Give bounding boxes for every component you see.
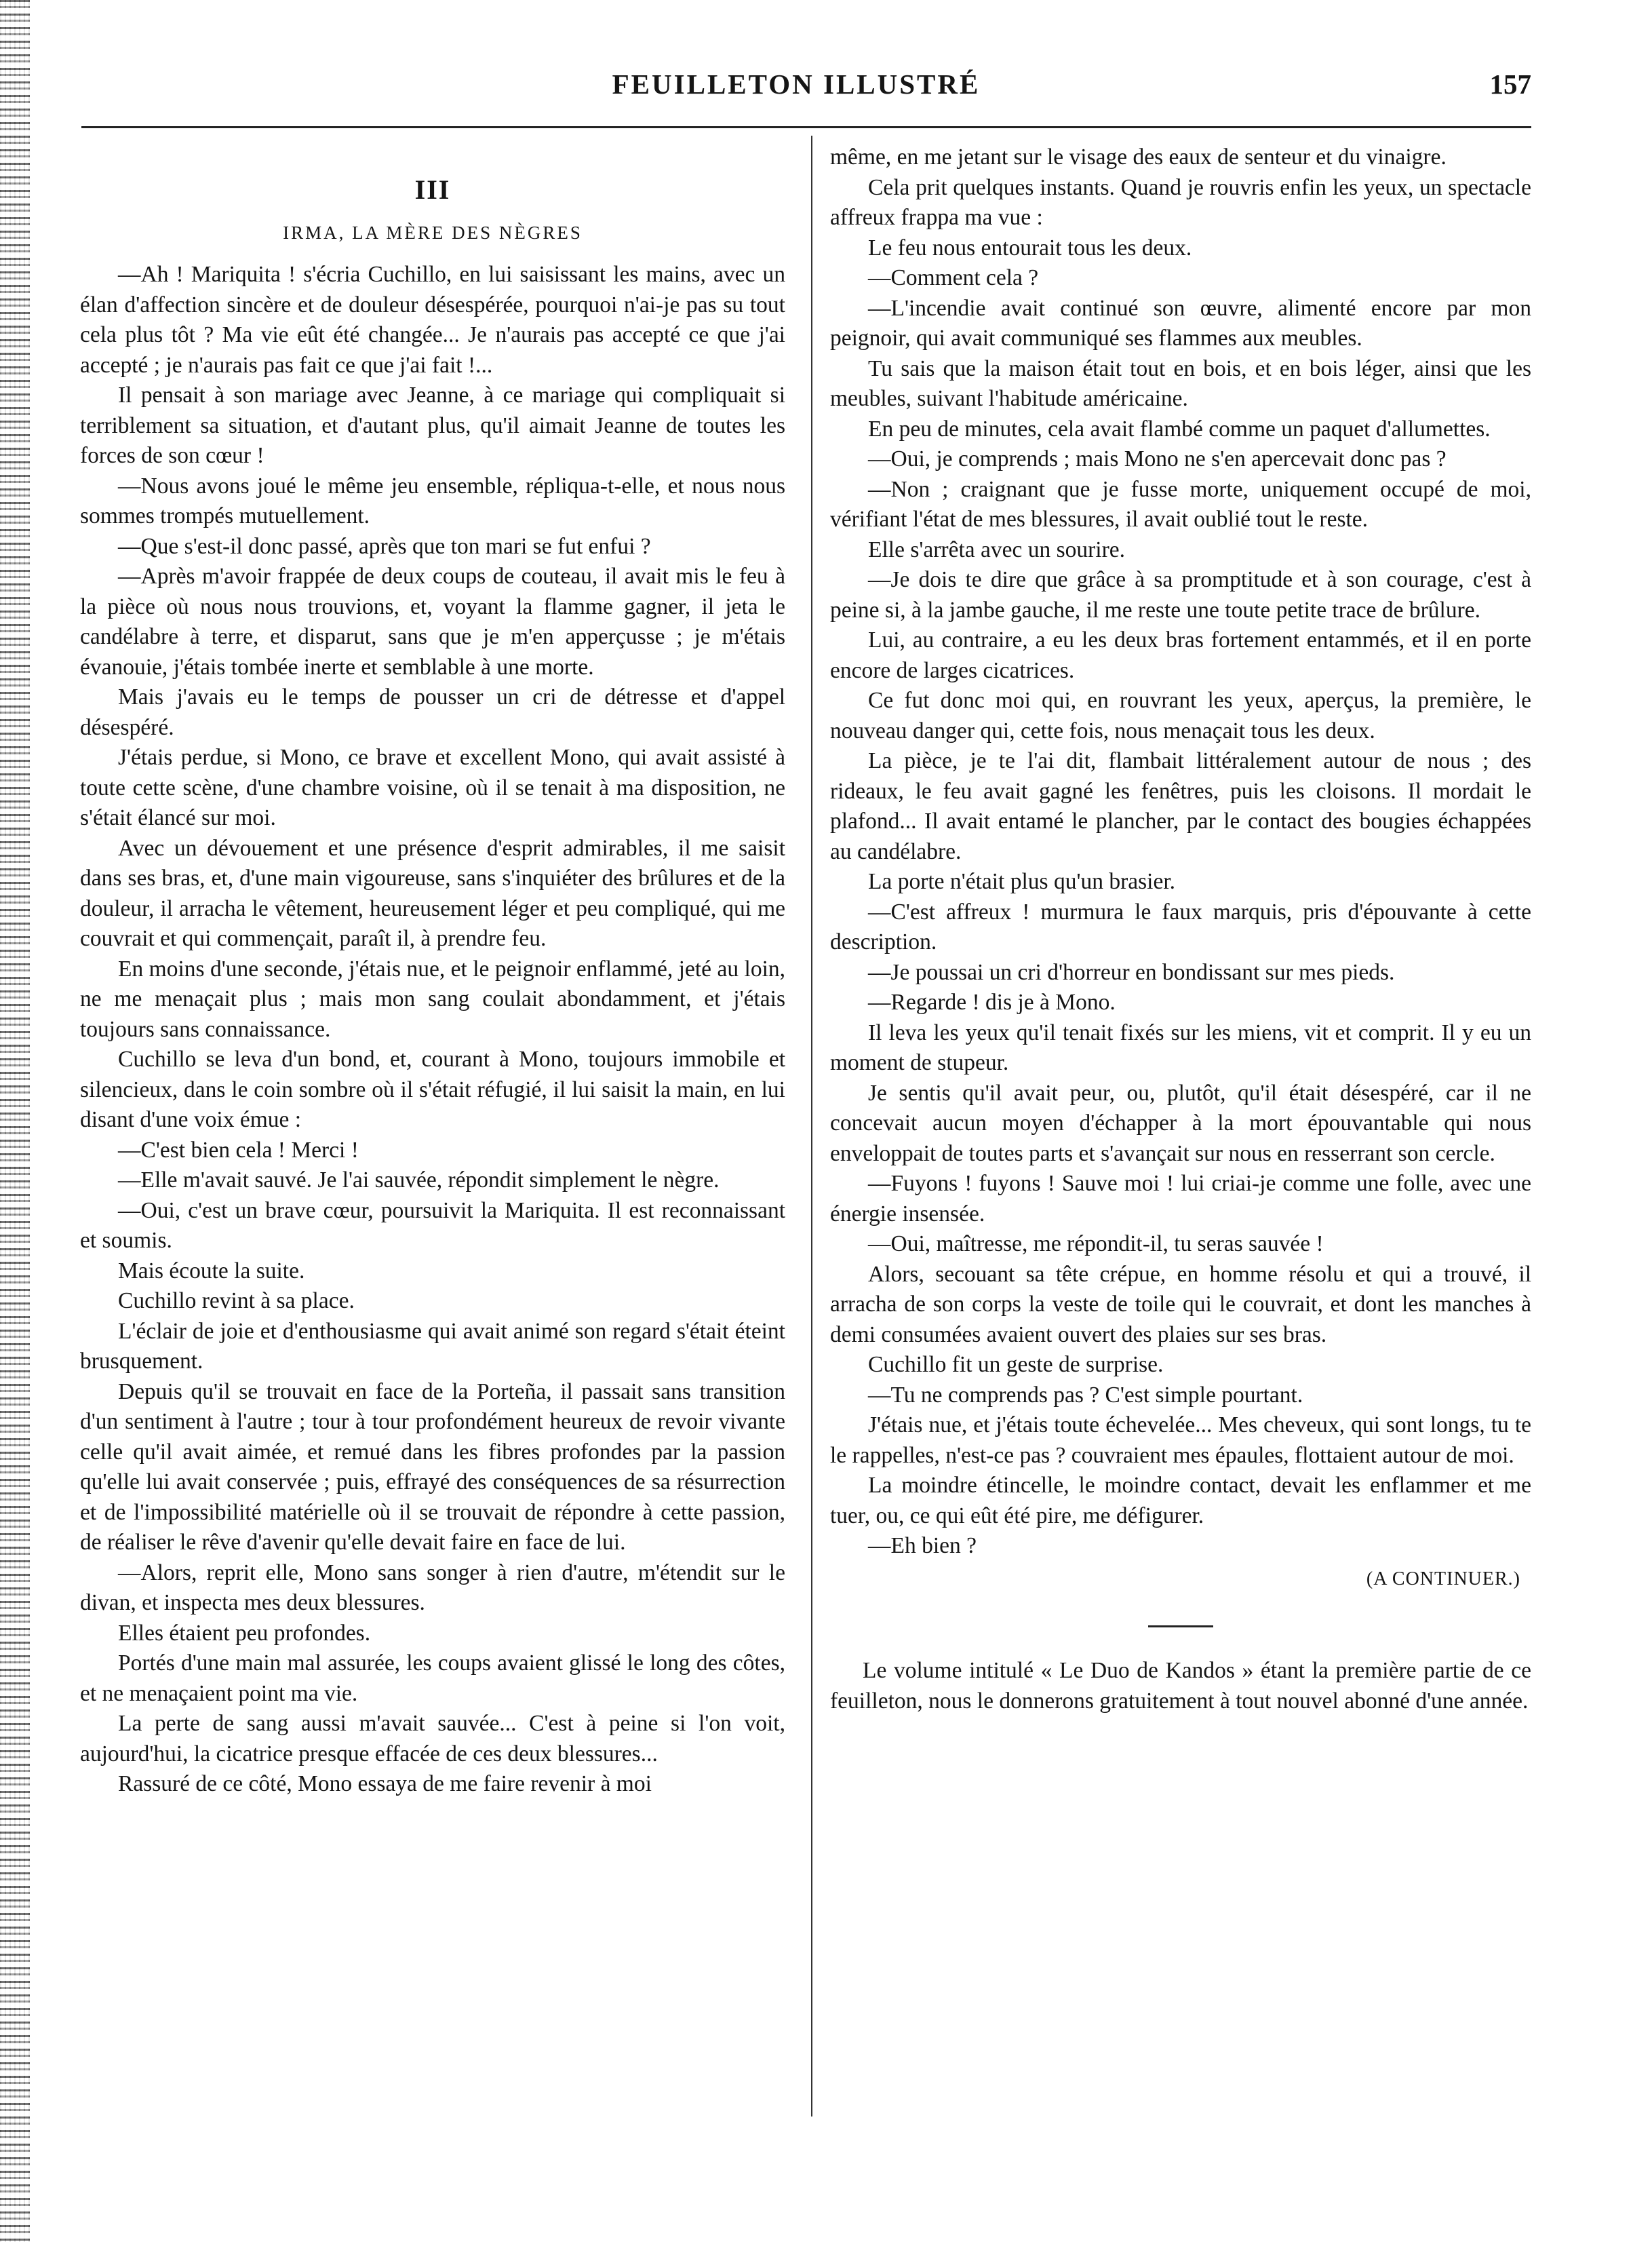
header-rule	[81, 126, 1531, 128]
paragraph: —Alors, reprit elle, Mono sans songer à rien d'autre, m'étendit sur le divan, et inspecta mes deux blessures.	[80, 1560, 785, 1615]
paragraph: Il pensait à son mariage avec Jeanne, à ce mariage qui compliquait si terriblement sa situation, et d'autant plus, qu'il aimait Jeanne de toutes les forces de son cœur !	[80, 383, 785, 468]
section-separator	[1148, 1625, 1213, 1627]
paragraph: même, en me jetant sur le visage des eaux de senteur et du vinaigre.	[830, 144, 1447, 170]
paragraph: —Que s'est-il donc passé, après que ton mari se fut enfui ?	[118, 533, 651, 559]
running-title: FEUILLETON ILLUSTRÉ	[612, 69, 981, 100]
paragraph: —Je poussai un cri d'horreur en bondissant sur mes pieds.	[868, 959, 1395, 985]
paragraph: La porte n'était plus qu'un brasier.	[868, 869, 1176, 894]
paragraph: —Ah ! Mariquita ! s'écria Cuchillo, en lui saisissant les mains, avec un élan d'affection sincère et de douleur désespérée, pourquoi n'ai-je pas su tout cela plus tôt ? Ma vie eût été changée... Je n'aurais pas accepté ce que j'ai accepté ; je n'aurais pas fait ce que j'ai fait !...	[80, 262, 785, 378]
paragraph: En moins d'une seconde, j'étais nue, et le peignoir enflammé, jeté au loin, ne me menaçait plus ; mais mon sang coulait abondamment, et j'étais toujours sans connaissance.	[80, 956, 785, 1042]
paragraph: La pièce, je te l'ai dit, flambait littéralement autour de nous ; des rideaux, le feu avait gagné les fenêtres, puis les cloisons. Il mordait le plafond... Il avait entamé le plancher, par le contact des bougies échappées au candélabre.	[830, 748, 1531, 864]
paragraph: Cuchillo fit un geste de surprise.	[868, 1352, 1164, 1377]
page-number: 157	[1489, 69, 1531, 100]
paragraph: —Je dois te dire que grâce à sa promptitude et à son courage, c'est à peine si, à la jambe gauche, il me reste une toute petite trace de brûlure.	[830, 567, 1531, 623]
paragraph: —Nous avons joué le même jeu ensemble, répliqua-t-elle, et nous nous sommes trompés mutuellement.	[80, 473, 785, 528]
paragraph: Rassuré de ce côté, Mono essaya de me faire revenir à moi	[118, 1771, 652, 1796]
paragraph: Avec un dévouement et une présence d'esprit admirables, il me saisit dans ses bras, et, d'une main vigoureuse, sans s'inquiéter des brûlures et de la douleur, il arracha le vêtement, heureusement léger et peu compliqué, qui me couvrait et qui commençait, paraît il, à prendre feu.	[80, 835, 785, 951]
paragraph: L'éclair de joie et d'enthousiasme qui avait animé son regard s'était éteint brusquement.	[80, 1318, 785, 1374]
paragraph: —C'est bien cela ! Merci !	[118, 1137, 359, 1163]
paragraph: —Non ; craignant que je fusse morte, uniquement occupé de moi, vérifiant l'état de mes blessures, il avait oublié tout le reste.	[830, 476, 1531, 532]
paragraph: —Regarde ! dis je à Mono.	[868, 990, 1116, 1015]
paragraph: Le feu nous entourait tous les deux.	[868, 235, 1192, 260]
paragraph: Mais j'avais eu le temps de pousser un cri de détresse et d'appel désespéré.	[80, 684, 785, 740]
paragraph: —Oui, je comprends ; mais Mono ne s'en apercevait donc pas ?	[868, 446, 1447, 471]
paragraph: —Elle m'avait sauvé. Je l'ai sauvée, répondit simplement le nègre.	[118, 1167, 720, 1193]
paragraph: —C'est affreux ! murmura le faux marquis, pris d'épouvante à cette description.	[830, 899, 1531, 954]
right-column	[830, 142, 1531, 1716]
paragraph: —Comment cela ?	[868, 265, 1039, 290]
paragraph: —Fuyons ! fuyons ! Sauve moi ! lui criai-je comme une folle, avec une énergie insensée.	[830, 1171, 1531, 1226]
paragraph: En peu de minutes, cela avait flambé comme un paquet d'allumettes.	[868, 416, 1491, 442]
page-binding-edge	[0, 0, 30, 2242]
to-be-continued: (A CONTINUER.)	[1366, 1568, 1520, 1589]
chapter-title: IRMA, LA MÈRE DES NÈGRES	[283, 222, 583, 243]
note-text: Le volume intitulé « Le Duo de Kandos » étant la première partie de ce feuilleton, nous le donnerons gratuitement à tout nouvel abonné d'une année.	[830, 1658, 1531, 1714]
paragraph: Depuis qu'il se trouvait en face de la Porteña, il passait sans transition d'un sentiment à l'autre ; tour à tour profondément heureux de revoir vivante celle qu'il avait aimée, et remué dans les fibres profondes par la passion qu'elle lui avait conservée ; puis, effrayé des conséquences de sa résurrection et de l'impossibilité matérielle où il se trouvait de répondre à cette passion, de réaliser le rêve d'avenir qu'elle devait faire en face de lui.	[80, 1378, 785, 1555]
page-header	[61, 58, 1531, 113]
paragraph: Elle s'arrêta avec un sourire.	[868, 537, 1126, 562]
paragraph: J'étais nue, et j'étais toute échevelée... Mes cheveux, qui sont longs, tu te le rappelles, n'est-ce pas ? couvraient mes épaules, flottaient autour de moi.	[830, 1412, 1531, 1468]
chapter-number: III	[414, 174, 451, 205]
paragraph: Cuchillo se leva d'un bond, et, courant à Mono, toujours immobile et silencieux, dans le coin sombre où il s'était réfugié, il lui saisit la main, en lui disant d'une voix émue :	[80, 1047, 785, 1132]
paragraph: —Tu ne comprends pas ? C'est simple pourtant.	[868, 1382, 1303, 1408]
paragraph: Cuchillo revint à sa place.	[118, 1288, 355, 1313]
column-divider	[811, 136, 812, 2117]
paragraph: Je sentis qu'il avait peur, ou, plutôt, qu'il était désespéré, car il ne concevait aucun moyen d'échapper à la mort épouvantable qui nous enveloppait de toutes parts et s'avançait sur nous en resserrant son cercle.	[830, 1080, 1531, 1166]
paragraph: —Oui, maîtresse, me répondit-il, tu seras sauvée !	[868, 1231, 1324, 1256]
paragraph: Ce fut donc moi qui, en rouvrant les yeux, aperçus, la première, le nouveau danger qui, cette fois, nous menaçait tous les deux.	[830, 688, 1531, 743]
paragraph: Alors, secouant sa tête crépue, en homme résolu et qui a trouvé, il arracha de son corps la veste de toile qui le couvrait, et dont les manches à demi consumées avaient ouvert des plaies sur ses bras.	[830, 1261, 1531, 1347]
paragraph: —Après m'avoir frappée de deux coups de couteau, il avait mis le feu à la pièce où nous nous trouvions, et, voyant la flamme gagner, il jeta le candélabre à terre, et disparut, sans que je m'en apperçusse ; je m'étais évanouie, j'étais tombée inerte et semblable à une morte.	[80, 564, 785, 680]
paragraph: Mais écoute la suite.	[118, 1258, 305, 1283]
paragraph: —L'incendie avait continué son œuvre, alimenté encore par mon peignoir, qui avait communiqué ses flammes aux meubles.	[830, 295, 1531, 351]
paragraph: Lui, au contraire, a eu les deux bras fortement entammés, et il en porte encore de larges cicatrices.	[830, 627, 1531, 683]
paragraph: Portés d'une main mal assurée, les coups avaient glissé le long des côtes, et ne menaçaient point ma vie.	[80, 1650, 785, 1706]
paragraph: J'étais perdue, si Mono, ce brave et excellent Mono, qui avait assisté à toute cette scène, d'une chambre voisine, où il se tenait à ma disposition, ne s'était élancé sur moi.	[80, 745, 785, 830]
paragraph: Il leva les yeux qu'il tenait fixés sur les miens, vit et comprit. Il y eu un moment de stupeur.	[830, 1020, 1531, 1075]
paragraph: Tu sais que la maison était tout en bois, et en bois léger, ainsi que les meubles, suivant l'habitude américaine.	[830, 355, 1531, 411]
paragraph: —Eh bien ?	[868, 1533, 977, 1558]
paragraph: La moindre étincelle, le moindre contact, devait les enflammer et me tuer, ou, ce qui eût été pire, me défigurer.	[830, 1473, 1531, 1528]
paragraph: Elles étaient peu profondes.	[118, 1620, 371, 1646]
paragraph: —Oui, c'est un brave cœur, poursuivit la Mariquita. Il est reconnaissant et soumis.	[80, 1197, 785, 1253]
paragraph: Cela prit quelques instants. Quand je rouvris enfin les yeux, un spectacle affreux frappa ma vue :	[830, 174, 1531, 230]
subscription-note	[830, 1656, 1531, 1716]
left-column	[80, 142, 785, 1800]
paragraph: La perte de sang aussi m'avait sauvée... C'est à peine si l'on voit, aujourd'hui, la cicatrice presque effacée de ces deux blessures...	[80, 1711, 785, 1766]
